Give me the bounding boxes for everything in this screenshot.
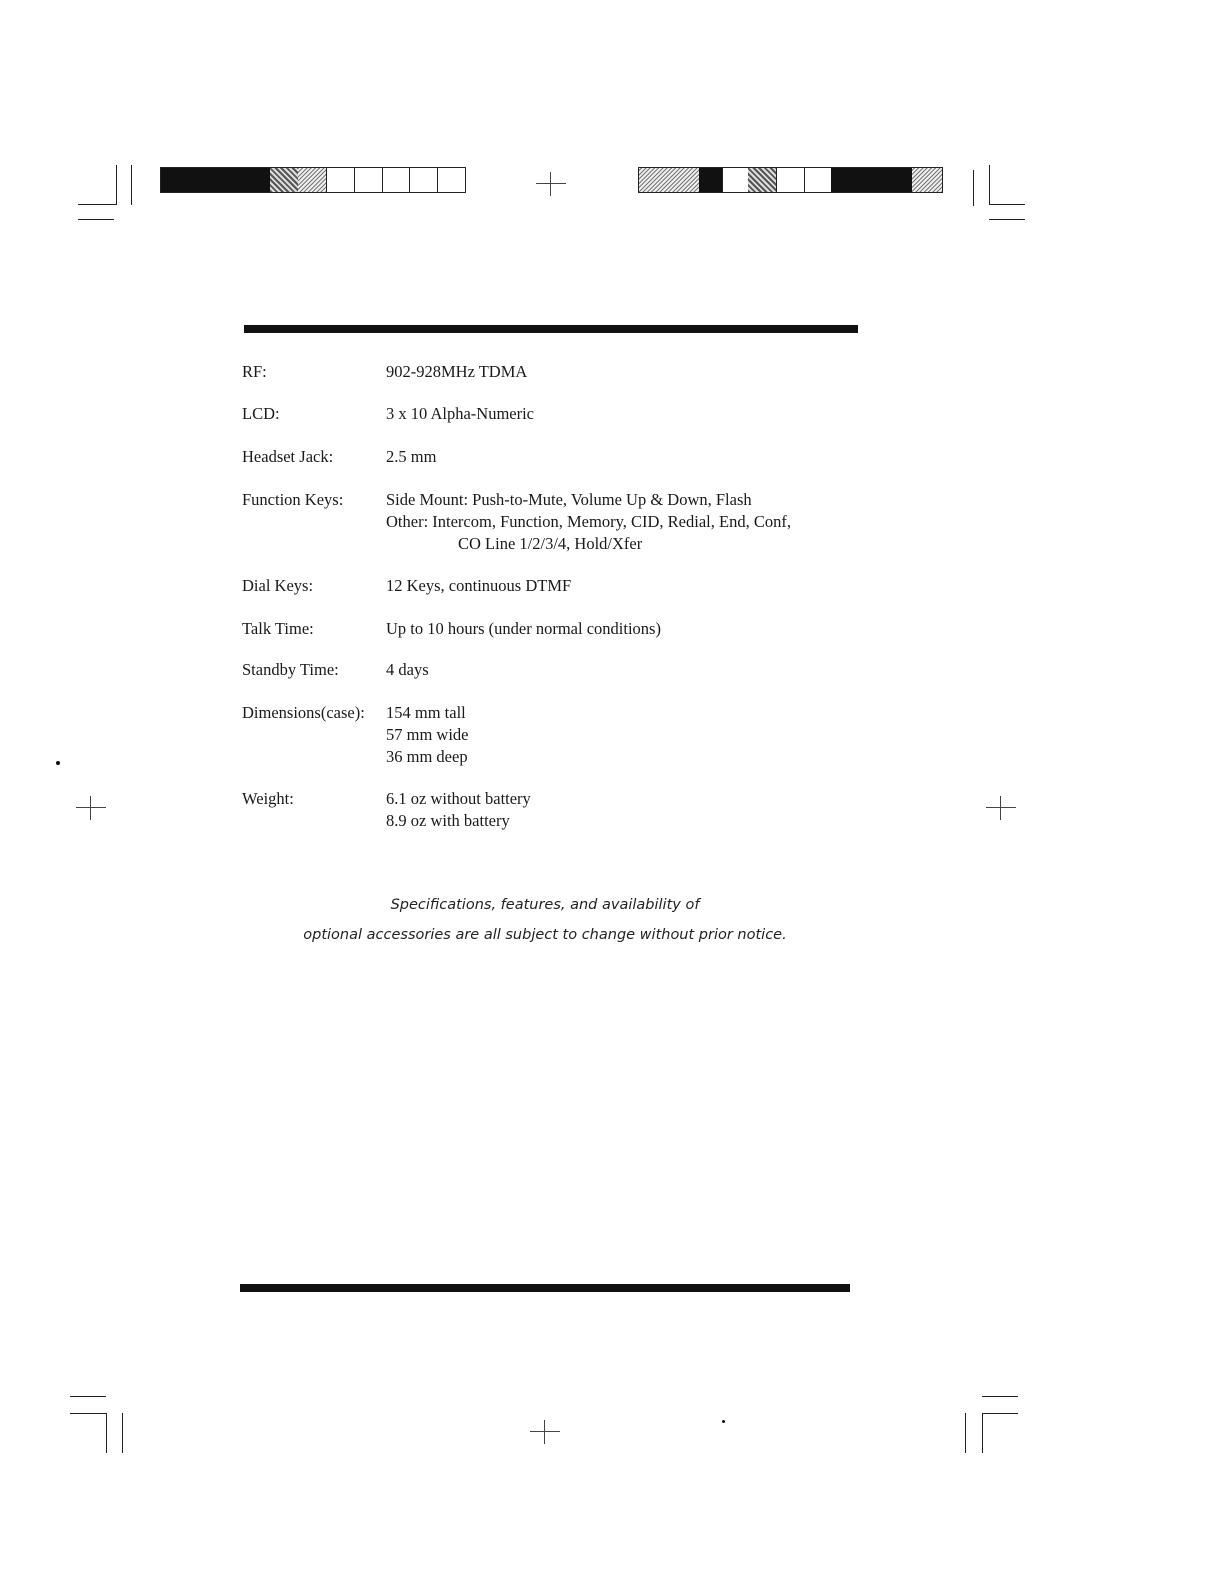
spec-value-line: 3 x 10 Alpha-Numeric bbox=[386, 404, 535, 423]
registration-crosshair-bottom bbox=[530, 1420, 560, 1444]
crop-mark-top-right-vertical bbox=[973, 170, 974, 206]
spec-value-line: 57 mm wide bbox=[386, 725, 469, 744]
spec-label: Dial Keys: bbox=[242, 576, 314, 595]
crop-mark-bottom-left-vertical-2 bbox=[122, 1413, 123, 1453]
spec-value bbox=[386, 788, 531, 832]
crop-mark-bottom-right-vertical-2 bbox=[965, 1413, 966, 1453]
spec-value-line: CO Line 1/2/3/4, Hold/Xfer bbox=[458, 534, 643, 553]
crop-mark-bottom-left-horizontal bbox=[70, 1396, 106, 1397]
spec-value-line: 36 mm deep bbox=[386, 747, 468, 766]
registration-bar-right bbox=[638, 167, 943, 193]
spec-value-line: Other: Intercom, Function, Memory, CID, Redial, End, Conf, bbox=[386, 512, 791, 531]
crop-mark-bottom-left-horizontal-2 bbox=[70, 1413, 106, 1414]
crop-mark-top-left-horizontal-2 bbox=[78, 219, 114, 220]
spec-value-line: 12 Keys, continuous DTMF bbox=[386, 576, 572, 595]
spec-value bbox=[386, 659, 429, 681]
crop-mark-top-right-horizontal bbox=[989, 204, 1025, 205]
spec-label: Function Keys: bbox=[242, 490, 344, 509]
spec-label: Headset Jack: bbox=[242, 447, 334, 466]
spec-value bbox=[386, 361, 527, 383]
crop-mark-bottom-right-horizontal bbox=[982, 1396, 1018, 1397]
spec-value bbox=[386, 575, 571, 597]
crop-mark-top-right-horizontal-2 bbox=[989, 219, 1025, 220]
crop-mark-top-left-horizontal bbox=[78, 204, 116, 205]
crop-mark-bottom-right-vertical bbox=[982, 1413, 983, 1453]
disclaimer-line-2: optional accessories are all subject to change without prior notice. bbox=[303, 927, 787, 943]
spec-value bbox=[386, 446, 436, 468]
speck bbox=[56, 761, 60, 765]
speck bbox=[722, 1420, 725, 1423]
crop-mark-bottom-right-horizontal-2 bbox=[982, 1413, 1018, 1414]
spec-label: Standby Time: bbox=[242, 660, 339, 679]
crop-mark-top-right-vertical-2 bbox=[989, 165, 990, 205]
spec-label: Weight: bbox=[242, 789, 294, 808]
registration-crosshair-top bbox=[536, 172, 566, 196]
spec-value-line: 2.5 mm bbox=[386, 447, 437, 466]
spec-value-line: 902-928MHz TDMA bbox=[386, 362, 528, 381]
spec-label: Dimensions(case): bbox=[242, 703, 365, 722]
spec-value bbox=[386, 489, 791, 555]
crop-mark-top-left-vertical-2 bbox=[131, 165, 132, 205]
spec-value bbox=[386, 403, 534, 425]
spec-value-line: Up to 10 hours (under normal conditions) bbox=[386, 619, 661, 638]
disclaimer-notice bbox=[240, 890, 850, 950]
bottom-rule bbox=[240, 1284, 850, 1292]
spec-label: LCD: bbox=[242, 404, 280, 423]
spec-label: Talk Time: bbox=[242, 619, 314, 638]
spec-value-line: 154 mm tall bbox=[386, 703, 466, 722]
spec-value bbox=[386, 618, 661, 640]
top-rule bbox=[244, 325, 858, 333]
spec-value bbox=[386, 702, 469, 768]
registration-bar-left bbox=[160, 167, 466, 193]
spec-label: RF: bbox=[242, 362, 267, 381]
spec-value-line: 8.9 oz with battery bbox=[386, 811, 510, 830]
spec-value-line: 4 days bbox=[386, 660, 429, 679]
spec-value-line: Side Mount: Push-to-Mute, Volume Up & Down, Flash bbox=[386, 490, 752, 509]
crop-mark-bottom-left-vertical bbox=[106, 1413, 107, 1453]
disclaimer-line-1: Specifications, features, and availability of bbox=[390, 897, 700, 913]
spec-value-line: 6.1 oz without battery bbox=[386, 789, 531, 808]
registration-crosshair-left bbox=[76, 796, 106, 820]
registration-crosshair-right bbox=[986, 796, 1016, 820]
crop-mark-top-left-vertical bbox=[116, 165, 117, 205]
